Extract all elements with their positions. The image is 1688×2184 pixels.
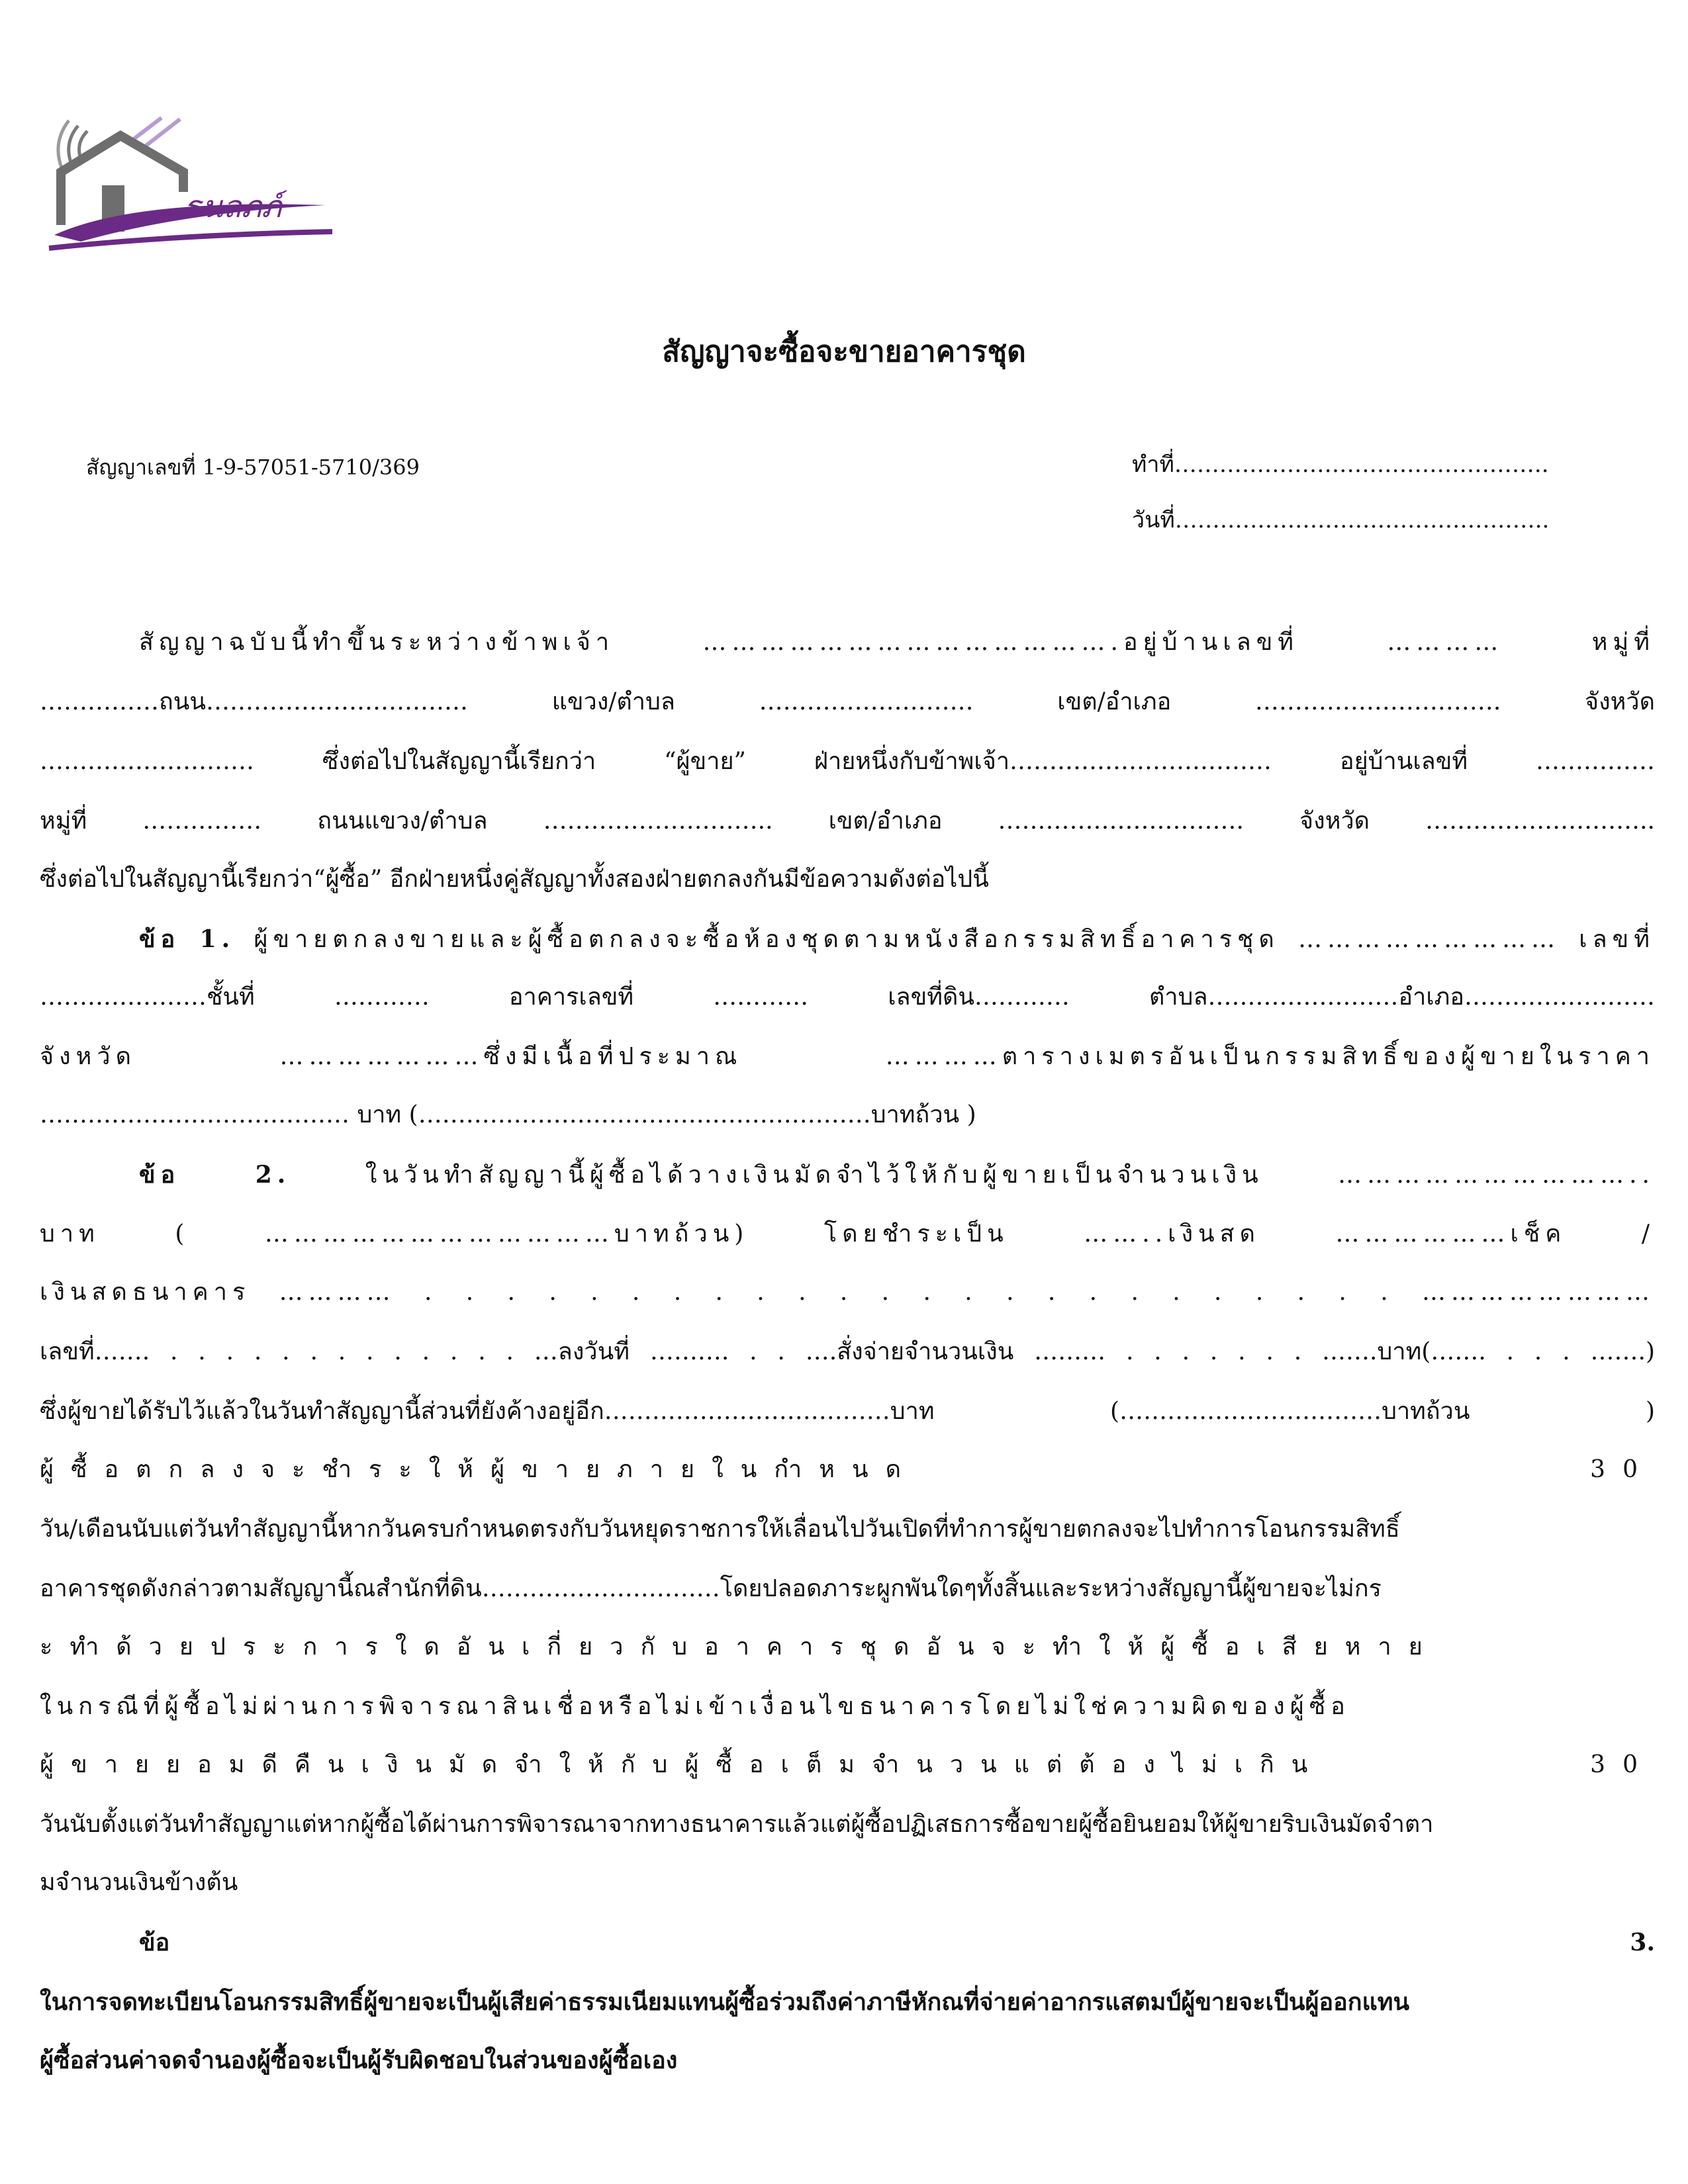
body-line: เงินสดธนาคาร ………… . . . . . . . . . . . . . . . . . . . . . . . . …………………… — [40, 1279, 1655, 1306]
body-line: จังหวัด …………………ซึ่งมีเนื้อที่ประมาณ …………ตารางเมตรอันเป็นกรรมสิทธิ์ของผู้ขายในราคา — [40, 1043, 1655, 1070]
company-logo — [41, 99, 346, 265]
body-line: บาท ( ………………………………บาทถ้วน) โดยชำระเป็น ……..เงินสด ………………เช็ค / — [40, 1220, 1655, 1248]
clause-1-line: ข้อ 1. ผู้ขายตกลงขายและผู้ซื้อตกลงจะซื้อห้องชุดตามหนังสือกรรมสิทธิ์อาคารชุด ……………………… เลขที่ — [139, 925, 1655, 953]
body-line: หมู่ที่ …………… ถนนแขวง/ตำบล ……………………….. เขต/อำเภอ …………………………. จังหวัด ……………………….. — [40, 807, 1655, 835]
body-line: ซึ่งผู้ขายได้รับไว้แล้วในวันทำสัญญานี้ส่วนที่ยังค้างอยู่อีก………………………………บาท (……………………………บาทถ้วน ) — [40, 1398, 1655, 1425]
clause-1-label: ข้อ 1. — [139, 925, 236, 953]
clause-2-label: ข้อ 2. — [139, 1161, 291, 1189]
body-line: วันนับตั้งแต่วันทำสัญญาแต่หากผู้ซื้อได้ผ่านการพิจารณาจากทางธนาคารแล้วแต่ผู้ซื้อปฏิเสธการซื้อขายผู้ซื้อยินยอมให้ผู้ขายริบเงินมัดจำตา — [40, 1811, 1434, 1838]
made-at-field: ทำที่………………………………………….. — [1132, 451, 1549, 478]
logo-text: ธนลภภ์ — [183, 189, 282, 224]
date-field: วันที่………………………………………….. — [1132, 507, 1550, 533]
body-line: มจำนวนเงินข้างต้น — [40, 1869, 238, 1896]
body-line: ในกรณีที่ผู้ซื้อไม่ผ่านการพิจารณาสินเชื่อหรือไม่เข้าเงื่อนไขธนาคารโดยไม่ใช่ความผิดของผู้ซื้อ — [40, 1693, 1350, 1720]
body-line: วัน/เดือนนับแต่วันทำสัญญานี้หากวันครบกำหนดตรงกับวันหยุดราชการให้เลื่อนไปวันเปิดที่ทำการผู้ขายตกลงจะไปทำการโอนกรรมสิทธิ์ — [40, 1516, 1400, 1543]
body-line: เลขที่……. . . . . . . . . . . . . . …ลงวันที่ ………. . . ….สั่งจ่ายจำนวนเงิน ……… . . . . . . . …….บาท(……. . . . …….) — [40, 1338, 1655, 1365]
body-line: ……………ถนน…………………………… แขวง/ตำบล ……………………… เขต/อำเภอ …………………………. จังหวัด — [40, 688, 1655, 715]
body-line: …………………ชั้นที่ ………… อาคารเลขที่ ………… เลขที่ดิน………… ตำบล……………………อำเภอ…………………… — [40, 983, 1655, 1011]
body-line: ผู้ซื้อตกลงจะชำระให้ผู้ขายภายในกำหนด 30 — [40, 1456, 1655, 1483]
clause-2-line: ข้อ 2. ในวันทำสัญญานี้ผู้ซื้อได้วางเงินมัดจำไว้ให้กับผู้ขายเป็นจำนวนเงิน ………………………….. — [139, 1161, 1655, 1189]
body-line: ในการจดทะเบียนโอนกรรมสิทธิ์ผู้ขายจะเป็นผู้เสียค่าธรรมเนียมแทนผู้ซื้อร่วมถึงค่าภาษีหักณที่จ่ายค่าอากรแสตมป์ผู้ขายจะเป็นผู้ออกแทน — [40, 1988, 1410, 2016]
body-line: ะทำด้วยประการใดอันเกี่ยวกับอาคารชุดอันจะทำให้ผู้ซื้อเสียหาย — [40, 1633, 1440, 1661]
body-line: อาคารชุดดังกล่าวตามสัญญานี้ณสำนักที่ดิน…………………………โดยปลอดภาระผูกพันใดๆทั้งสิ้นและระหว่างสัญญานี้ผู้ขายจะไม่กร — [40, 1575, 1382, 1602]
body-line: ผู้ซื้อส่วนค่าจดจำนองผู้ซื้อจะเป็นผู้รับผิดชอบในส่วนของผู้ซื้อเอง — [40, 2046, 678, 2074]
body-line: ……………………… ซึ่งต่อไปในสัญญานี้เรียกว่า “ผู้ขาย” ฝ่ายหนึ่งกับข้าพเจ้า…………………………… อยู่บ้านเลขที่ …………… — [40, 748, 1655, 775]
body-line: สัญญาฉบับนี้ทำขึ้นระหว่างข้าพเจ้า …………………………………….อยู่บ้านเลขที่ ………… หมู่ที่ — [139, 629, 1655, 656]
body-line: ผู้ขายยอมดีคืนเงินมัดจำให้กับผู้ซื้อเต็มจำนวนแต่ต้องไม่เกิน 30 — [40, 1751, 1655, 1778]
body-line: ………………………………… บาท (…………………………………………………บาทถ้วน ) — [40, 1101, 976, 1128]
clause-3-label: ข้อ 3. — [139, 1929, 1655, 1956]
document-title: สัญญาจะซื้อจะขายอาคารชุด — [662, 335, 1026, 369]
contract-number: สัญญาเลขที่ 1-9-57051-5710/369 — [86, 455, 420, 480]
body-line: ซึ่งต่อไปในสัญญานี้เรียกว่า“ผู้ซื้อ” อีกฝ่ายหนึ่งคู่สัญญาทั้งสองฝ่ายตกลงกันมีข้อความดังต่อไปนี้ — [40, 866, 989, 893]
